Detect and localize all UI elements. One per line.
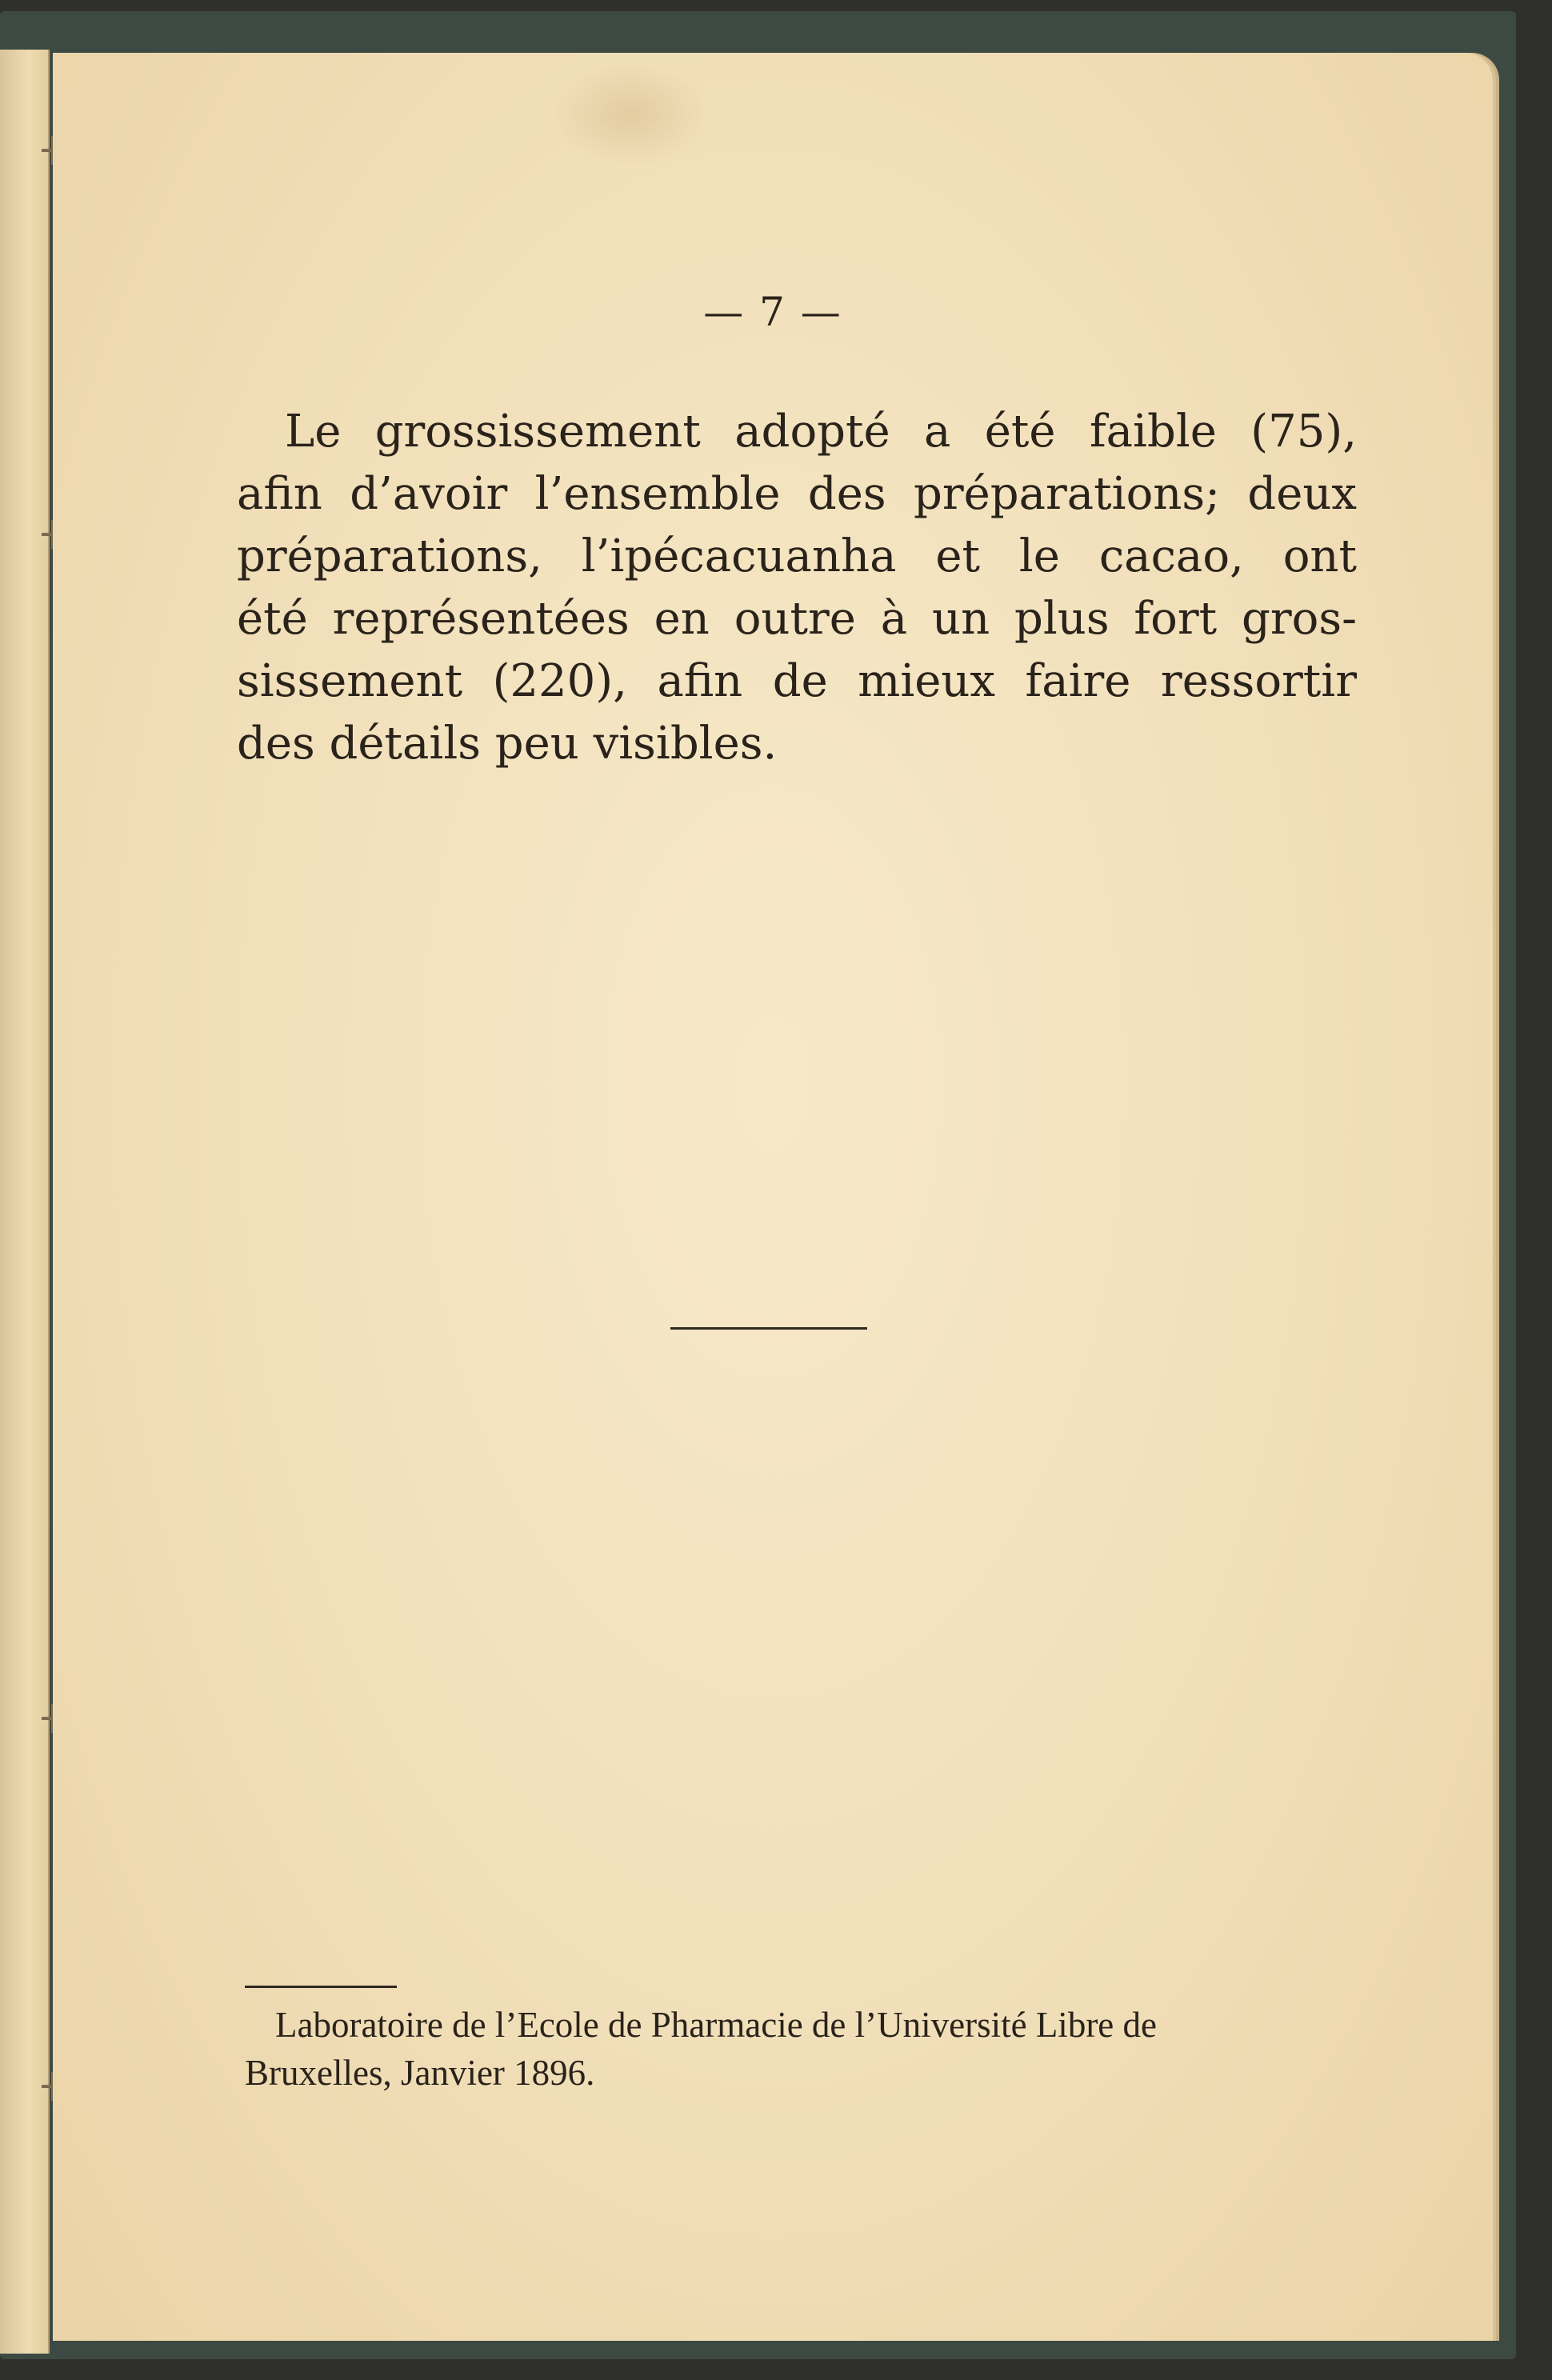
footnote-divider [245, 1986, 397, 1988]
paragraph-line: des détails peu visibles. [237, 718, 778, 770]
left-page-edge [0, 50, 50, 2354]
paragraph-line: afin d’avoir l’ensemble des préparations; deux [237, 468, 1357, 520]
paragraph-line: été représentées en outre à un plus fort gros- [237, 593, 1357, 645]
page-number: — 7 — [703, 289, 842, 335]
section-divider [670, 1327, 867, 1330]
body-paragraph [237, 401, 1357, 775]
footnote-line: Laboratoire de l’Ecole de Pharmacie de l’Université Libre de [275, 2005, 1157, 2045]
footnote [245, 2001, 1365, 2097]
paragraph-line: sissement (220), afin de mieux faire ressortir [237, 655, 1357, 707]
paragraph-line: préparations, l’ipécacuanha et le cacao, ont [237, 530, 1357, 582]
book-page [53, 53, 1493, 2341]
paper-stain [550, 62, 710, 166]
footnote-line: Bruxelles, Janvier 1896. [245, 2053, 595, 2093]
paragraph-line: Le grossissement adopté a été faible (75), [285, 406, 1357, 458]
